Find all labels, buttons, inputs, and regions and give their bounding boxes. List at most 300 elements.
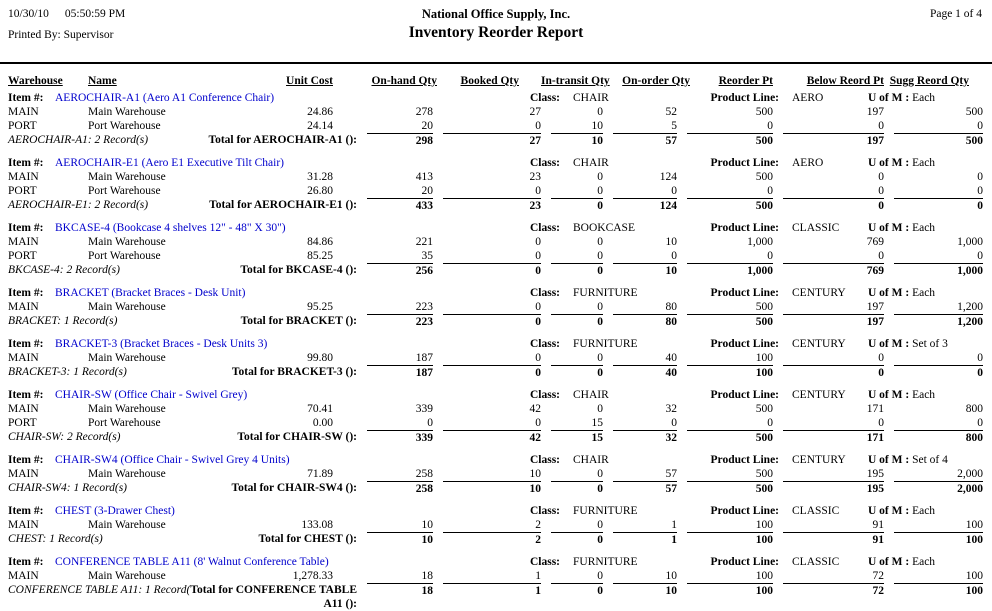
warehouse-row bbox=[0, 300, 992, 314]
warehouse-row bbox=[0, 105, 992, 119]
product-line-label: Product Line: bbox=[710, 454, 779, 466]
item-link[interactable]: AEROCHAIR-A1 (Aero A1 Conference Chair) bbox=[55, 92, 275, 104]
warehouse-code: MAIN bbox=[8, 570, 39, 582]
total-reorder-pt: 500 bbox=[687, 314, 773, 329]
total-on-order: 40 bbox=[613, 365, 677, 380]
unit-cost: 0.00 bbox=[312, 417, 333, 429]
sugg-reord-qty: 800 bbox=[965, 403, 983, 415]
uofm-value: Each bbox=[912, 389, 936, 401]
item-header-row bbox=[0, 156, 992, 170]
total-on-hand: 18 bbox=[367, 583, 433, 611]
warehouse-row bbox=[0, 235, 992, 249]
item-header-row bbox=[0, 337, 992, 351]
warehouse-row bbox=[0, 416, 992, 430]
total-reorder-pt: 500 bbox=[687, 430, 773, 445]
uofm-value: Set of 3 bbox=[912, 338, 948, 350]
warehouse-name: Main Warehouse bbox=[88, 171, 166, 183]
item-header-row bbox=[0, 388, 992, 402]
total-below-reord: 195 bbox=[783, 481, 884, 496]
record-count: BKCASE-4: 2 Record(s) bbox=[8, 264, 120, 276]
record-count: BRACKET: 1 Record(s) bbox=[8, 315, 118, 327]
total-in-transit: 0 bbox=[551, 263, 603, 278]
uofm bbox=[868, 337, 948, 351]
in-transit-qty: 15 bbox=[591, 417, 603, 429]
total-below-reord: 171 bbox=[783, 430, 884, 445]
total-sugg-reord: 800 bbox=[894, 430, 983, 445]
on-order-qty: 52 bbox=[665, 106, 677, 118]
item-number-label: Item #: bbox=[8, 92, 44, 104]
total-below-reord: 197 bbox=[783, 314, 884, 329]
print-time: 05:50:59 PM bbox=[64, 8, 126, 20]
total-booked: 2 bbox=[443, 532, 541, 547]
in-transit-qty: 0 bbox=[597, 171, 603, 183]
sugg-reord-qty: 0 bbox=[977, 250, 983, 262]
uofm bbox=[868, 91, 935, 105]
in-transit-qty: 0 bbox=[597, 519, 603, 531]
item-header-row bbox=[0, 504, 992, 518]
total-booked: 0 bbox=[443, 365, 541, 380]
on-order-qty: 40 bbox=[665, 352, 677, 364]
total-sugg-reord: 0 bbox=[894, 198, 983, 213]
warehouse-name: Main Warehouse bbox=[88, 236, 166, 248]
class-value: CHAIR bbox=[573, 92, 609, 104]
warehouse-row bbox=[0, 467, 992, 481]
column-header-row bbox=[0, 74, 992, 91]
total-sugg-reord: 500 bbox=[894, 133, 983, 148]
warehouse-code: MAIN bbox=[8, 301, 39, 313]
product-line-label: Product Line: bbox=[710, 556, 779, 568]
total-reorder-pt: 1,000 bbox=[687, 263, 773, 278]
item-group bbox=[0, 388, 992, 445]
col-on-order-qty: On-order Qty bbox=[622, 75, 690, 87]
total-below-reord: 197 bbox=[783, 133, 884, 148]
uofm bbox=[868, 221, 935, 235]
warehouse-name: Main Warehouse bbox=[88, 519, 166, 531]
total-on-order: 57 bbox=[613, 133, 677, 148]
on-hand-qty: 20 bbox=[421, 185, 433, 197]
class-label: Class: bbox=[529, 454, 560, 466]
product-line-label: Product Line: bbox=[710, 92, 779, 104]
total-in-transit: 0 bbox=[551, 314, 603, 329]
below-reord-pt: 195 bbox=[866, 468, 884, 480]
product-line-value: CLASSIC bbox=[792, 505, 840, 517]
sugg-reord-qty: 2,000 bbox=[957, 468, 983, 480]
reorder-pt: 500 bbox=[755, 468, 773, 480]
unit-cost: 1,278.33 bbox=[292, 570, 333, 582]
warehouse-row bbox=[0, 518, 992, 532]
booked-qty: 0 bbox=[535, 250, 541, 262]
col-in-transit-qty: In-transit Qty bbox=[541, 75, 610, 87]
total-reorder-pt: 500 bbox=[687, 198, 773, 213]
total-booked: 0 bbox=[443, 314, 541, 329]
col-warehouse: Warehouse bbox=[8, 75, 63, 87]
on-order-qty: 124 bbox=[659, 171, 677, 183]
warehouse-name: Main Warehouse bbox=[88, 403, 166, 415]
sugg-reord-qty: 100 bbox=[965, 570, 983, 582]
uofm-label: U of M : bbox=[868, 556, 910, 568]
group-total-row bbox=[0, 430, 992, 445]
group-total-row bbox=[0, 583, 992, 611]
item-number-label: Item #: bbox=[8, 222, 44, 234]
in-transit-qty: 0 bbox=[597, 468, 603, 480]
total-reorder-pt: 100 bbox=[687, 583, 773, 611]
group-total-row bbox=[0, 532, 992, 547]
in-transit-qty: 0 bbox=[597, 570, 603, 582]
item-number-label: Item #: bbox=[8, 157, 44, 169]
reorder-pt: 0 bbox=[767, 417, 773, 429]
item-number-label: Item #: bbox=[8, 338, 44, 350]
class-value: FURNITURE bbox=[573, 287, 638, 299]
booked-qty: 1 bbox=[535, 570, 541, 582]
product-line-value: CLASSIC bbox=[792, 222, 840, 234]
warehouse-row bbox=[0, 402, 992, 416]
item-link[interactable]: AEROCHAIR-E1 (Aero E1 Executive Tilt Chair) bbox=[55, 157, 285, 169]
product-line-value: AERO bbox=[792, 157, 824, 169]
item-number-label: Item #: bbox=[8, 287, 44, 299]
class-label: Class: bbox=[529, 157, 560, 169]
group-total-row bbox=[0, 133, 992, 148]
product-line-value: CENTURY bbox=[792, 454, 846, 466]
warehouse-name: Port Warehouse bbox=[88, 250, 161, 262]
on-hand-qty: 258 bbox=[415, 468, 433, 480]
uofm-label: U of M : bbox=[868, 157, 910, 169]
on-order-qty: 32 bbox=[665, 403, 677, 415]
total-reorder-pt: 100 bbox=[687, 532, 773, 547]
warehouse-code: PORT bbox=[8, 417, 37, 429]
total-on-hand: 433 bbox=[367, 198, 433, 213]
reorder-pt: 500 bbox=[755, 106, 773, 118]
total-sugg-reord: 1,000 bbox=[894, 263, 983, 278]
total-label: Total for BRACKET-3 (): bbox=[231, 366, 357, 378]
product-line-label: Product Line: bbox=[710, 389, 779, 401]
class-label: Class: bbox=[529, 556, 560, 568]
in-transit-qty: 0 bbox=[597, 185, 603, 197]
total-label: Total for AEROCHAIR-A1 (): bbox=[208, 134, 357, 146]
total-below-reord: 0 bbox=[783, 365, 884, 380]
sugg-reord-qty: 0 bbox=[977, 352, 983, 364]
on-hand-qty: 278 bbox=[415, 106, 433, 118]
total-in-transit: 0 bbox=[551, 365, 603, 380]
below-reord-pt: 0 bbox=[878, 250, 884, 262]
on-hand-qty: 221 bbox=[415, 236, 433, 248]
total-label: Total for CONFERENCE TABLE A11 (): bbox=[190, 584, 357, 610]
warehouse-code: PORT bbox=[8, 185, 37, 197]
on-hand-qty: 18 bbox=[421, 570, 433, 582]
product-line-label: Product Line: bbox=[710, 338, 779, 350]
total-booked: 1 bbox=[443, 583, 541, 611]
total-below-reord: 91 bbox=[783, 532, 884, 547]
col-on-hand-qty: On-hand Qty bbox=[371, 75, 437, 87]
item-group bbox=[0, 286, 992, 329]
reorder-pt: 100 bbox=[755, 570, 773, 582]
product-line-value: AERO bbox=[792, 92, 824, 104]
total-booked: 27 bbox=[443, 133, 541, 148]
warehouse-name: Port Warehouse bbox=[88, 120, 161, 132]
sugg-reord-qty: 0 bbox=[977, 417, 983, 429]
warehouse-name: Main Warehouse bbox=[88, 301, 166, 313]
total-sugg-reord: 1,200 bbox=[894, 314, 983, 329]
total-on-hand: 256 bbox=[367, 263, 433, 278]
uofm-value: Each bbox=[912, 222, 936, 234]
below-reord-pt: 0 bbox=[878, 352, 884, 364]
unit-cost: 26.80 bbox=[307, 185, 333, 197]
reorder-pt: 100 bbox=[755, 519, 773, 531]
on-hand-qty: 339 bbox=[415, 403, 433, 415]
total-booked: 23 bbox=[443, 198, 541, 213]
below-reord-pt: 0 bbox=[878, 120, 884, 132]
col-name: Name bbox=[88, 75, 117, 87]
booked-qty: 42 bbox=[529, 403, 541, 415]
item-link[interactable]: CHAIR-SW4 (Office Chair - Swivel Grey 4 Units) bbox=[55, 454, 290, 466]
product-line-value: CENTURY bbox=[792, 389, 846, 401]
warehouse-name: Main Warehouse bbox=[88, 352, 166, 364]
total-label: Total for AEROCHAIR-E1 (): bbox=[209, 199, 357, 211]
in-transit-qty: 0 bbox=[597, 236, 603, 248]
item-link[interactable]: BRACKET (Bracket Braces - Desk Unit) bbox=[55, 287, 246, 299]
booked-qty: 27 bbox=[529, 106, 541, 118]
warehouse-code: MAIN bbox=[8, 468, 39, 480]
uofm-value: Each bbox=[912, 556, 936, 568]
total-label: Total for BRACKET (): bbox=[240, 315, 357, 327]
item-header-row bbox=[0, 91, 992, 105]
uofm-label: U of M : bbox=[868, 338, 910, 350]
booked-qty: 23 bbox=[529, 171, 541, 183]
below-reord-pt: 197 bbox=[866, 301, 884, 313]
booked-qty: 2 bbox=[535, 519, 541, 531]
total-below-reord: 0 bbox=[783, 198, 884, 213]
item-group bbox=[0, 91, 992, 148]
on-hand-qty: 187 bbox=[415, 352, 433, 364]
item-link[interactable]: BKCASE-4 (Bookcase 4 shelves 12" - 48" X 30") bbox=[55, 222, 286, 234]
unit-cost: 84.86 bbox=[307, 236, 333, 248]
warehouse-code: MAIN bbox=[8, 106, 39, 118]
item-number-label: Item #: bbox=[8, 556, 44, 568]
warehouse-row bbox=[0, 351, 992, 365]
on-order-qty: 0 bbox=[671, 185, 677, 197]
warehouse-row bbox=[0, 569, 992, 583]
uofm-label: U of M : bbox=[868, 454, 910, 466]
uofm-value: Each bbox=[912, 505, 936, 517]
total-on-hand: 339 bbox=[367, 430, 433, 445]
warehouse-name: Port Warehouse bbox=[88, 185, 161, 197]
record-count: BRACKET-3: 1 Record(s) bbox=[8, 366, 127, 378]
on-order-qty: 10 bbox=[665, 236, 677, 248]
item-group bbox=[0, 453, 992, 496]
sugg-reord-qty: 500 bbox=[965, 106, 983, 118]
uofm-label: U of M : bbox=[868, 222, 910, 234]
booked-qty: 0 bbox=[535, 185, 541, 197]
record-count: CHAIR-SW: 2 Record(s) bbox=[8, 431, 121, 443]
in-transit-qty: 0 bbox=[597, 352, 603, 364]
total-below-reord: 72 bbox=[783, 583, 884, 611]
booked-qty: 0 bbox=[535, 301, 541, 313]
on-order-qty: 0 bbox=[671, 250, 677, 262]
record-count: AEROCHAIR-A1: 2 Record(s) bbox=[8, 134, 149, 146]
total-reorder-pt: 500 bbox=[687, 133, 773, 148]
item-header-row bbox=[0, 555, 992, 569]
reorder-pt: 0 bbox=[767, 185, 773, 197]
total-in-transit: 15 bbox=[551, 430, 603, 445]
total-in-transit: 0 bbox=[551, 481, 603, 496]
uofm-value: Each bbox=[912, 157, 936, 169]
group-total-row bbox=[0, 481, 992, 496]
item-group bbox=[0, 221, 992, 278]
warehouse-row bbox=[0, 170, 992, 184]
below-reord-pt: 72 bbox=[872, 570, 884, 582]
total-label: Total for BKCASE-4 (): bbox=[240, 264, 357, 276]
uofm-label: U of M : bbox=[868, 389, 910, 401]
uofm bbox=[868, 504, 935, 518]
class-value: FURNITURE bbox=[573, 556, 638, 568]
warehouse-code: PORT bbox=[8, 250, 37, 262]
col-below-reord-pt: Below Reord Pt bbox=[806, 75, 884, 87]
total-on-hand: 187 bbox=[367, 365, 433, 380]
in-transit-qty: 10 bbox=[591, 120, 603, 132]
class-value: CHAIR bbox=[573, 157, 609, 169]
reorder-pt: 500 bbox=[755, 301, 773, 313]
print-date: 10/30/10 bbox=[8, 8, 49, 20]
warehouse-row bbox=[0, 249, 992, 263]
total-label: Total for CHEST (): bbox=[258, 533, 357, 545]
on-order-qty: 1 bbox=[671, 519, 677, 531]
warehouse-row bbox=[0, 184, 992, 198]
item-link[interactable]: CHAIR-SW (Office Chair - Swivel Grey) bbox=[55, 389, 248, 401]
total-in-transit: 10 bbox=[551, 133, 603, 148]
total-reorder-pt: 100 bbox=[687, 365, 773, 380]
total-booked: 0 bbox=[443, 263, 541, 278]
record-count: CONFERENCE TABLE A11: 1 Record( bbox=[8, 584, 191, 596]
on-order-qty: 80 bbox=[665, 301, 677, 313]
class-value: FURNITURE bbox=[573, 505, 638, 517]
warehouse-row bbox=[0, 119, 992, 133]
class-label: Class: bbox=[529, 338, 560, 350]
total-below-reord: 769 bbox=[783, 263, 884, 278]
on-hand-qty: 413 bbox=[415, 171, 433, 183]
report-body bbox=[0, 91, 992, 611]
class-label: Class: bbox=[529, 505, 560, 517]
item-number-label: Item #: bbox=[8, 454, 44, 466]
item-group bbox=[0, 337, 992, 380]
product-line-label: Product Line: bbox=[710, 287, 779, 299]
class-value: BOOKCASE bbox=[573, 222, 635, 234]
reorder-pt: 0 bbox=[767, 120, 773, 132]
total-booked: 42 bbox=[443, 430, 541, 445]
on-hand-qty: 35 bbox=[421, 250, 433, 262]
warehouse-code: MAIN bbox=[8, 236, 39, 248]
below-reord-pt: 769 bbox=[866, 236, 884, 248]
sugg-reord-qty: 1,200 bbox=[957, 301, 983, 313]
warehouse-name: Main Warehouse bbox=[88, 570, 166, 582]
warehouse-code: MAIN bbox=[8, 519, 39, 531]
on-hand-qty: 0 bbox=[427, 417, 433, 429]
total-reorder-pt: 500 bbox=[687, 481, 773, 496]
below-reord-pt: 197 bbox=[866, 106, 884, 118]
on-hand-qty: 20 bbox=[421, 120, 433, 132]
product-line-label: Product Line: bbox=[710, 157, 779, 169]
uofm-value: Each bbox=[912, 92, 936, 104]
report-title: Inventory Reorder Report bbox=[408, 24, 584, 41]
item-group bbox=[0, 504, 992, 547]
uofm-value: Set of 4 bbox=[912, 454, 948, 466]
total-on-hand: 298 bbox=[367, 133, 433, 148]
class-label: Class: bbox=[529, 222, 560, 234]
warehouse-code: PORT bbox=[8, 120, 37, 132]
warehouse-code: MAIN bbox=[8, 403, 39, 415]
booked-qty: 0 bbox=[535, 352, 541, 364]
col-booked-qty: Booked Qty bbox=[460, 75, 519, 87]
uofm-value: Each bbox=[912, 287, 936, 299]
class-label: Class: bbox=[529, 92, 560, 104]
class-value: CHAIR bbox=[573, 389, 609, 401]
reorder-pt: 500 bbox=[755, 171, 773, 183]
total-on-order: 10 bbox=[613, 263, 677, 278]
total-in-transit: 0 bbox=[551, 583, 603, 611]
sugg-reord-qty: 100 bbox=[965, 519, 983, 531]
total-on-hand: 223 bbox=[367, 314, 433, 329]
product-line-label: Product Line: bbox=[710, 505, 779, 517]
page-number: Page 1 of 4 bbox=[929, 8, 982, 20]
printed-by: Printed By: Supervisor bbox=[8, 29, 114, 41]
col-unit-cost: Unit Cost bbox=[286, 75, 333, 87]
class-value: CHAIR bbox=[573, 454, 609, 466]
unit-cost: 95.25 bbox=[307, 301, 333, 313]
sugg-reord-qty: 0 bbox=[977, 120, 983, 132]
item-group bbox=[0, 156, 992, 213]
unit-cost: 70.41 bbox=[307, 403, 333, 415]
warehouse-code: MAIN bbox=[8, 352, 39, 364]
total-on-order: 57 bbox=[613, 481, 677, 496]
product-line-value: CENTURY bbox=[792, 338, 846, 350]
unit-cost: 24.14 bbox=[307, 120, 333, 132]
total-sugg-reord: 100 bbox=[894, 583, 983, 611]
reorder-pt: 100 bbox=[755, 352, 773, 364]
sugg-reord-qty: 0 bbox=[977, 171, 983, 183]
below-reord-pt: 0 bbox=[878, 171, 884, 183]
total-sugg-reord: 0 bbox=[894, 365, 983, 380]
total-label: Total for CHAIR-SW (): bbox=[237, 431, 357, 443]
uofm bbox=[868, 555, 935, 569]
group-total-row bbox=[0, 365, 992, 380]
on-hand-qty: 223 bbox=[415, 301, 433, 313]
in-transit-qty: 0 bbox=[597, 250, 603, 262]
below-reord-pt: 0 bbox=[878, 185, 884, 197]
unit-cost: 24.86 bbox=[307, 106, 333, 118]
col-sugg-reord-qty: Sugg Reord Qty bbox=[889, 75, 969, 87]
group-total-row bbox=[0, 314, 992, 329]
on-order-qty: 5 bbox=[671, 120, 677, 132]
total-on-order: 1 bbox=[613, 532, 677, 547]
item-header-row bbox=[0, 453, 992, 467]
on-order-qty: 57 bbox=[665, 468, 677, 480]
in-transit-qty: 0 bbox=[597, 106, 603, 118]
uofm bbox=[868, 388, 935, 402]
record-count: AEROCHAIR-E1: 2 Record(s) bbox=[8, 199, 149, 211]
in-transit-qty: 0 bbox=[597, 403, 603, 415]
total-on-order: 124 bbox=[613, 198, 677, 213]
uofm-label: U of M : bbox=[868, 505, 910, 517]
item-link[interactable]: BRACKET-3 (Bracket Braces - Desk Units 3) bbox=[55, 338, 268, 350]
item-link[interactable]: CHEST (3-Drawer Chest) bbox=[55, 505, 175, 517]
total-on-hand: 258 bbox=[367, 481, 433, 496]
uofm bbox=[868, 156, 935, 170]
col-reorder-pt: Reorder Pt bbox=[718, 75, 773, 87]
record-count: CHEST: 1 Record(s) bbox=[8, 533, 103, 545]
sugg-reord-qty: 0 bbox=[977, 185, 983, 197]
total-booked: 10 bbox=[443, 481, 541, 496]
uofm bbox=[868, 453, 948, 467]
uofm-label: U of M : bbox=[868, 92, 910, 104]
item-link[interactable]: CONFERENCE TABLE A11 (8' Walnut Conference Table) bbox=[55, 556, 329, 568]
